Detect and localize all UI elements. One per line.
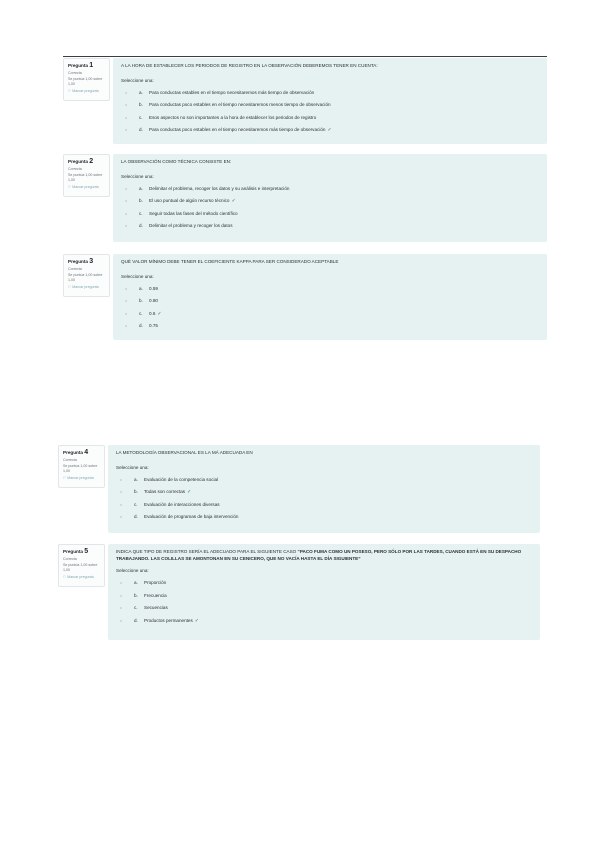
answer-list bbox=[116, 577, 532, 627]
answer-option-c[interactable]: c. Evaluación de interacciones diversas bbox=[116, 499, 532, 512]
flag-question-link[interactable]: ⚐ Marcar pregunta bbox=[68, 88, 99, 93]
check-icon: ✓ bbox=[187, 489, 192, 496]
answer-list bbox=[121, 183, 539, 233]
answer-list bbox=[121, 283, 539, 333]
flag-icon: ⚐ bbox=[68, 284, 72, 289]
answer-option-b[interactable]: b. Todas son correctas ✓ bbox=[116, 486, 532, 499]
radio-dot[interactable] bbox=[125, 92, 127, 94]
answer-option-b[interactable]: b. El uso puntual de algún recurso técnico ✓ bbox=[121, 195, 539, 208]
check-icon: ✓ bbox=[194, 617, 199, 624]
question-content bbox=[113, 58, 547, 144]
question-number: Pregunta 4 bbox=[63, 449, 89, 456]
check-icon: ✓ bbox=[157, 310, 162, 317]
question-grade: Se puntúa 1,00 sobre 1,00 bbox=[68, 273, 103, 282]
answer-option-c[interactable]: c. Esos aspectos no son importantes a la hora de establecer los periodos de registro bbox=[121, 112, 539, 125]
answer-list bbox=[116, 474, 532, 524]
answer-option-b[interactable]: b. Frecuencia bbox=[116, 590, 532, 603]
check-icon: ✓ bbox=[327, 127, 332, 134]
question-grade: Se puntúa 1,00 sobre 1,00 bbox=[68, 173, 103, 182]
radio-dot[interactable] bbox=[125, 225, 127, 227]
answer-option-d[interactable]: d. 0.75 bbox=[121, 320, 539, 333]
answer-option-a[interactable]: a. Para conductas estables en el tiempo necesitaremos más tiempo de observación bbox=[121, 87, 539, 100]
question-grade: Se puntúa 1,00 sobre 1,00 bbox=[63, 563, 98, 572]
question-info bbox=[58, 445, 105, 488]
answer-option-d[interactable]: d. Delimitar el problema y recoger los datos bbox=[121, 220, 539, 233]
flag-icon: ⚐ bbox=[63, 475, 67, 480]
radio-dot[interactable] bbox=[125, 117, 127, 119]
question-info bbox=[63, 154, 110, 197]
question-info bbox=[63, 58, 110, 101]
answer-option-a[interactable]: a. Evaluación de la competencia social bbox=[116, 474, 532, 487]
radio-dot[interactable] bbox=[120, 516, 122, 518]
answer-option-c[interactable]: c. Secuencias bbox=[116, 602, 532, 615]
radio-dot[interactable] bbox=[120, 491, 122, 493]
answer-prompt: Seleccione una: bbox=[121, 77, 154, 83]
answer-option-d[interactable]: d. Evaluación de programas de baja intervención bbox=[116, 511, 532, 524]
question-text: A LA HORA DE ESTABLECER LOS PERIODOS DE REGISTRO EN LA OBSERVACIÓN DEBEREMOS TENER EN CUENTA: bbox=[121, 63, 378, 68]
question-state: Correcta bbox=[63, 557, 77, 561]
question-info bbox=[58, 544, 105, 587]
radio-dot[interactable] bbox=[125, 200, 127, 202]
answer-option-c[interactable]: c. Seguir todas las fases del método científico bbox=[121, 208, 539, 221]
flag-question-link[interactable]: ⚐ Marcar pregunta bbox=[63, 574, 94, 579]
answer-prompt: Seleccione una: bbox=[116, 568, 149, 574]
answer-option-b[interactable]: b. 0.80 bbox=[121, 295, 539, 308]
answer-option-d[interactable]: d. Productos permanentes ✓ bbox=[116, 615, 532, 628]
flag-icon: ⚐ bbox=[68, 184, 72, 189]
answer-list bbox=[121, 87, 539, 137]
flag-icon: ⚐ bbox=[68, 88, 72, 93]
answer-prompt: Seleccione una: bbox=[121, 273, 154, 279]
question-grade: Se puntúa 1,00 sobre 1,00 bbox=[68, 77, 103, 86]
question-content bbox=[113, 154, 547, 242]
radio-dot[interactable] bbox=[120, 504, 122, 506]
radio-dot[interactable] bbox=[120, 620, 122, 622]
question-content bbox=[108, 544, 540, 640]
top-rule bbox=[63, 56, 547, 57]
question-content bbox=[113, 254, 547, 340]
radio-dot[interactable] bbox=[120, 595, 122, 597]
answer-option-a[interactable]: a. 0.59 bbox=[121, 283, 539, 296]
answer-option-a[interactable]: a. Delimitar el problema, recoger los datos y su análisis e interpretación bbox=[121, 183, 539, 196]
question-state: Correcta bbox=[68, 267, 82, 271]
radio-dot[interactable] bbox=[120, 479, 122, 481]
question-text: LA METODOLOGÍA OBSERVACIONAL ES LA MÁ ADECUADA EN bbox=[116, 450, 253, 455]
radio-dot[interactable] bbox=[125, 129, 127, 131]
question-text: INDICA QUE TIPO DE REGISTRO SERÍA EL ADECUADO PARA EL SIGUIENTE CASO “PACO FUMA COMO UN POSESO, PERO SÓLO POR LAS TARDES, CUANDO ESTÁ EN SU DESPACHO TRABAJANDO. LAS COLILLAS SE AMONTONAN EN SU CENICERO, QUE NO VACÍA HASTA EL DÍA SIGUIENTE” bbox=[116, 549, 522, 561]
question-state: Correcta bbox=[68, 71, 82, 75]
question-number: Pregunta 5 bbox=[63, 548, 89, 555]
radio-dot[interactable] bbox=[125, 104, 127, 106]
question-number: Pregunta 1 bbox=[68, 62, 94, 69]
radio-dot[interactable] bbox=[120, 607, 122, 609]
radio-dot[interactable] bbox=[120, 582, 122, 584]
flag-question-link[interactable]: ⚐ Marcar pregunta bbox=[68, 184, 99, 189]
radio-dot[interactable] bbox=[125, 300, 127, 302]
radio-dot[interactable] bbox=[125, 188, 127, 190]
answer-prompt: Seleccione una: bbox=[121, 173, 154, 179]
check-icon: ✓ bbox=[231, 198, 236, 205]
case-description: “PACO FUMA COMO UN POSESO, PERO SÓLO POR LAS TARDES, CUANDO ESTÁ EN SU DESPACHO TRABAJANDO. LAS COLILLAS SE AMONTONAN EN SU CENICERO, QUE NO VACÍA HASTA EL DÍA SIGUIENTE” bbox=[116, 549, 522, 561]
question-text: QUÉ VALOR MÍNIMO DEBE TENER EL COEFICIENTE KAPPA PARA SER CONSIDERADO ACEPTABLE bbox=[121, 259, 339, 264]
answer-option-c[interactable]: c. 0.6 ✓ bbox=[121, 308, 539, 321]
radio-dot[interactable] bbox=[125, 325, 127, 327]
answer-option-b[interactable]: b. Para conductas poco estables en el tiempo necesitaremos menos tiempo de observación bbox=[121, 99, 539, 112]
flag-question-link[interactable]: ⚐ Marcar pregunta bbox=[63, 475, 94, 480]
answer-option-a[interactable]: a. Proporción bbox=[116, 577, 532, 590]
answer-prompt: Seleccione una: bbox=[116, 464, 149, 470]
question-state: Correcta bbox=[68, 167, 82, 171]
question-number: Pregunta 3 bbox=[68, 258, 94, 265]
radio-dot[interactable] bbox=[125, 313, 127, 315]
flag-icon: ⚐ bbox=[63, 574, 67, 579]
answer-option-d[interactable]: d. Para conductas poco estables en el tiempo necesitaremos más tiempo de observación ✓ bbox=[121, 124, 539, 137]
radio-dot[interactable] bbox=[125, 288, 127, 290]
flag-question-link[interactable]: ⚐ Marcar pregunta bbox=[68, 284, 99, 289]
question-info bbox=[63, 254, 110, 297]
question-state: Correcta bbox=[63, 458, 77, 462]
question-text: LA OBSERVACIÓN COMO TÉCNICA CONSISTE EN: bbox=[121, 159, 232, 164]
question-grade: Se puntúa 1,00 sobre 1,00 bbox=[63, 464, 98, 473]
question-number: Pregunta 2 bbox=[68, 158, 94, 165]
radio-dot[interactable] bbox=[125, 213, 127, 215]
question-content bbox=[108, 445, 540, 533]
